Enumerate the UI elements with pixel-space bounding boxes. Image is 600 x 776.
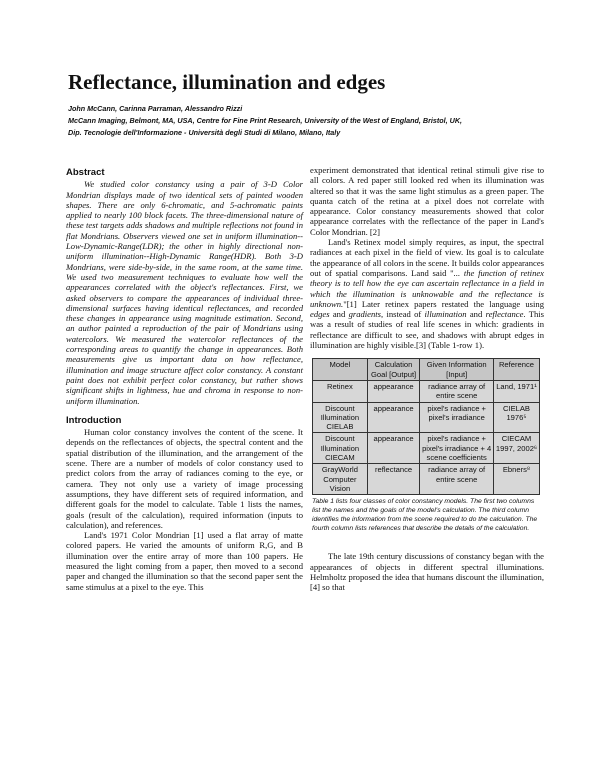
table-cell: reflectance	[367, 464, 420, 495]
table-cell: pixel's radiance + pixel's irradiance + 4 scene coefficients	[420, 433, 494, 464]
table-header-cell: Model	[313, 359, 368, 381]
table-cell: radiance array of entire scene	[420, 464, 494, 495]
table-cell: appearance	[367, 402, 420, 433]
authors: John McCann, Carinna Parraman, Alessandro Rizzi	[68, 104, 243, 113]
table-cell: Discount Illumination CIECAM	[313, 433, 368, 464]
paper-title: Reflectance, illumination and edges	[68, 70, 386, 94]
table-cell: Ebners⁸	[493, 464, 539, 495]
table-row	[313, 433, 540, 464]
affiliation-2: Dip. Tecnologie dell'Informazione - Università degli Studi di Milano, Milano, Italy	[68, 128, 341, 137]
right-column	[310, 165, 544, 592]
right-paragraph-2: Land's Retinex model simply requires, as input, the spectral radiances at each pixel in the field of view. Its goal is to calculate the appearance of all colors in the scene. It builds color appearances out of spatial comparisons. Land said "... the function of retinex theory is to tell how the eye can ascertain reflectance in a field in which the illumination is unknowable and the reflectance is unknown."[1] Later retinex papers restated the language using edges and gradients, instead of illumination and reflectance. This was a result of studies of real life scenes in which: gradients in reflectance are difficult to see, and shadows with abrupt edges in illumination are highly visible.[3] (Table 1-row 1).	[310, 237, 544, 351]
intro-paragraph-2: Land's 1971 Color Mondrian [1] used a flat array of matte colored papers. He varied the amounts of uniform R,G, and B illumination over the entire array of more than 100 papers. He measured the light coming from a paper, then moved to a second paper and changed the illumination so that the second paper sent the same stimulus at a pixel to the eye. This	[66, 530, 303, 592]
table-cell: GrayWorld Computer Vision	[313, 464, 368, 495]
table-header-cell: Reference	[493, 359, 539, 381]
models-table	[312, 358, 540, 495]
table-cell: Retinex	[313, 380, 368, 402]
table-header-cell: Calculation Goal [Output]	[367, 359, 420, 381]
table-cell: Land, 1971¹	[493, 380, 539, 402]
table-cell: CIECAM 1997, 2002⁶	[493, 433, 539, 464]
left-column	[66, 166, 303, 592]
table-cell: appearance	[367, 380, 420, 402]
table-header-row	[313, 359, 540, 381]
table-caption: Table 1 lists four classes of color constancy models. The first two columns list the names and the goals of the model's calculation. The third column identifies the information from the scene required to do the calculation. The fourth column lists references that describe the details of the calculation.	[312, 498, 538, 533]
table-cell: appearance	[367, 433, 420, 464]
land-quote: ... the function of retinex theory is to tell how the eye can ascertain reflectance in a field in which the illumination is unknowable and the reflectance is unknown.	[310, 267, 544, 309]
introduction-heading: Introduction	[66, 414, 122, 426]
table-row	[313, 464, 540, 495]
table-cell: pixel's radiance + pixel's irradiance	[420, 402, 494, 433]
table-row	[313, 402, 540, 433]
table-row	[313, 380, 540, 402]
affiliation-1: McCann Imaging, Belmont, MA, USA, Centre for Fine Print Research, University of the West of England, Bristol, UK,	[68, 116, 463, 125]
intro-paragraph-1: Human color constancy involves the content of the scene. It depends on the reflectances of objects, the spectral content and the spatial distribution of the illumination, and the arrangement of the scene. There are a number of models of color constancy used to predict colors from the array of radiances coming to the eye, or camera. They not only use a variety of image processing assumptions, they have different sets of required information, and different goals for the model to calculate. Table 1 lists the names, goals (result of the calculation), required information (inputs to calculation), and references.	[66, 427, 303, 530]
right-paragraph-3: The late 19th century discussions of constancy began with the appearances of objects in different spectral illuminations. Helmholtz proposed the idea that humans discount the illumination,[4] so that	[310, 551, 544, 593]
abstract-heading: Abstract	[66, 167, 105, 178]
table-cell: radiance array of entire scene	[420, 380, 494, 402]
author-block	[68, 103, 538, 139]
table-cell: CIELAB 1976⁵	[493, 402, 539, 433]
table-header-cell: Given Information [Input]	[420, 359, 494, 381]
right-paragraph-1: experiment demonstrated that identical retinal stimuli give rise to all colors. A red paper still looked red when its illumination was altered so that it was the same light stimulus as a green paper. The quanta catch of the retina at a pixel does not correlate with appearance. Color constancy measurements showed that color appearance correlates with the reflectance of the paper in Land's Color Mondrian. [2]	[310, 165, 544, 237]
table-cell: Discount Illumination CIELAB	[313, 402, 368, 433]
abstract-text: We studied color constancy using a pair of 3-D Color Mondrian displays made of two identical sets of painted wooden shapes. There are only 6-chromatic, and 5-achromatic paints applied to nearly 100 block facets. The three-dimensional nature of these test targets adds shadows and multiple reflections not found in flat Mondrians. Observers viewed one set in uniform illumination--Low-Dynamic-Range(LDR); the other in highly directional non-uniform illumination--High-Dynamic Range(HDR). Both 3-D Mondrians, were side-by-side, in the same room, at the same time. We used two measurement techniques to evaluate how well the appearances correlated with the object's reflectances. First, we asked observers to compare the appearances of individual three-dimensional surfaces having identical reflectances, and recorded these changes in appearance using magnitude estimation. Second, an author painted a reproduction of the pair of Mondrians using watercolors. We measured the watercolor reflectances of the corresponding areas to quantify the change in appearances. Both measurements give us important data on how reflectance, illumination and image structure affect color constancy. A constant paint does not exhibit perfect color constancy, but rather shows significant shifts in lightness, hue and chroma in response to non-uniform illumination.	[66, 179, 303, 406]
